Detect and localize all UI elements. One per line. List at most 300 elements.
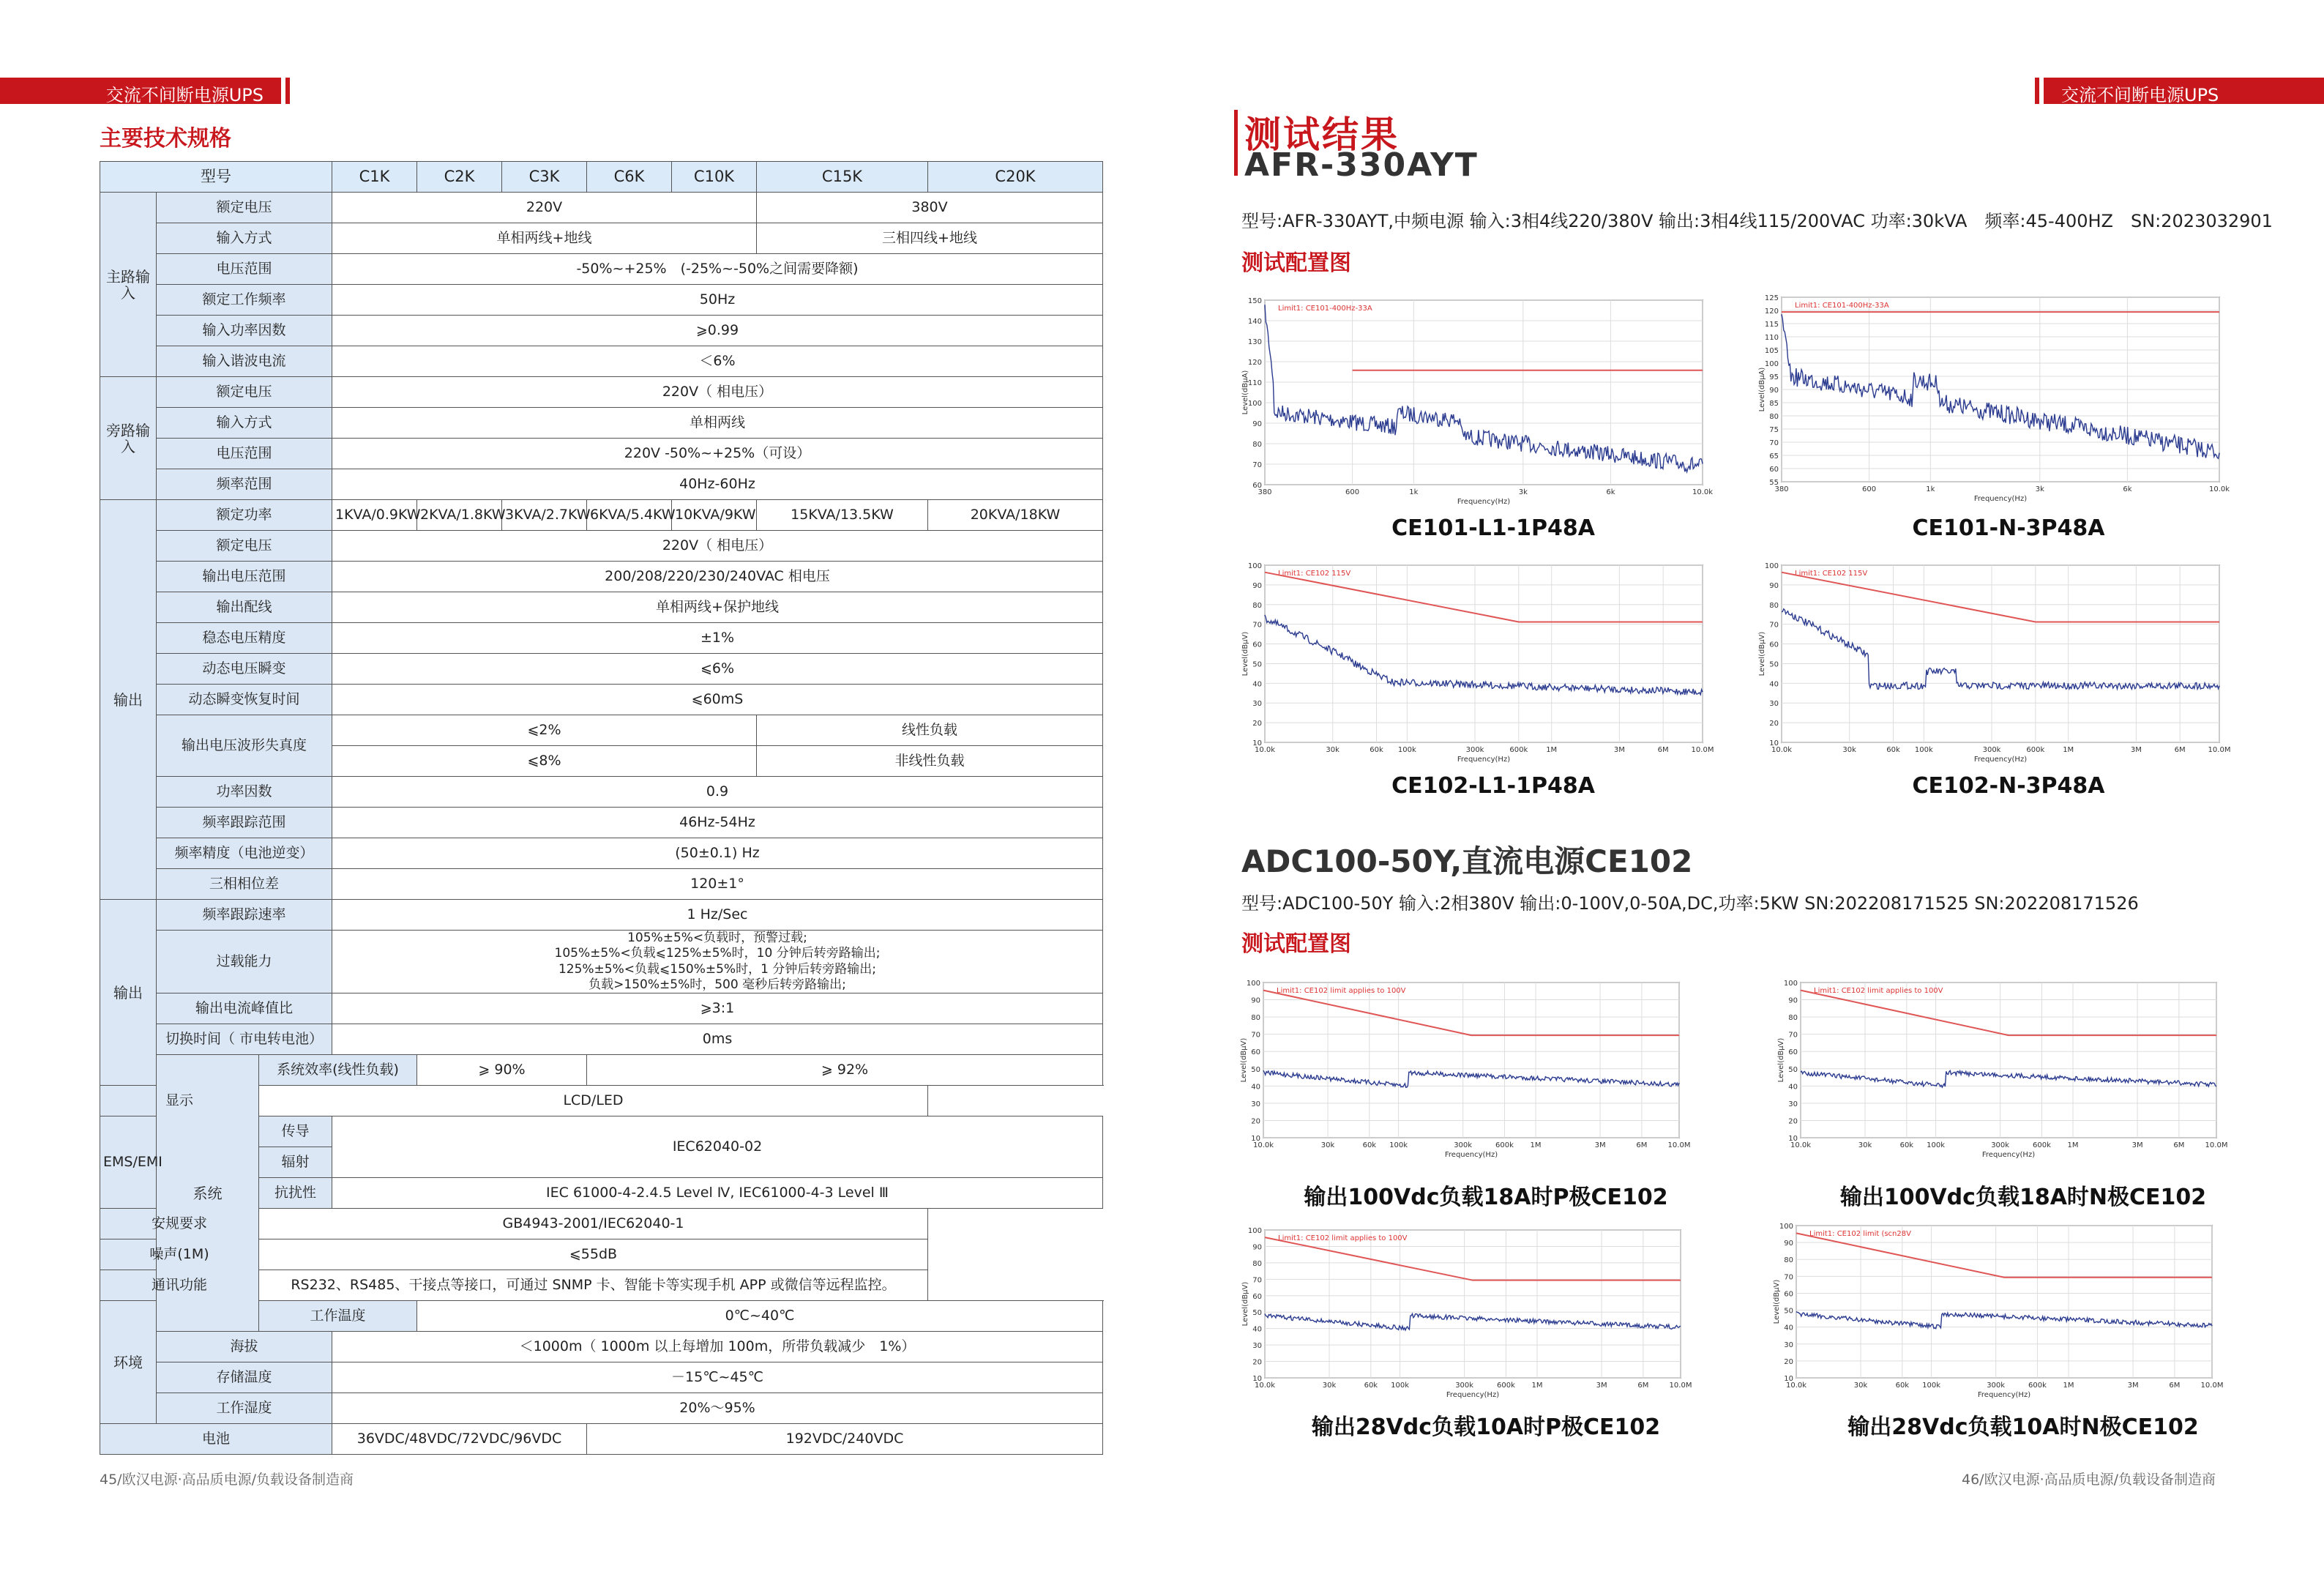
cell-value: 36VDC/48VDC/72VDC/96VDC — [332, 1424, 587, 1455]
x-tick-label: 3M — [2127, 1382, 2139, 1390]
config-subtitle-2: 测试配置图 — [1241, 931, 1351, 957]
cell-value: 20KVA/18KW — [928, 500, 1103, 531]
results-model: AFR-330AYT — [1244, 146, 1479, 184]
x-tick-label: 6M — [1636, 1141, 1648, 1149]
x-tick-label: 300k — [1982, 746, 2001, 754]
table-row — [100, 193, 1103, 223]
table-row — [100, 1393, 1103, 1424]
y-tick-label: 70 — [1251, 1031, 1260, 1040]
table-row — [100, 377, 1103, 408]
left-footer: 45/欧汉电源·高品质电源/负载设备制造商 — [100, 1472, 354, 1488]
row-label: 频率精度（电池逆变） — [157, 838, 332, 869]
x-tick-label: 60k — [1370, 746, 1383, 754]
x-tick-label: 600 — [1345, 488, 1360, 496]
plot-frame — [1263, 983, 1679, 1138]
y-tick-label: 30 — [1252, 700, 1262, 709]
table-row — [100, 223, 1103, 254]
y-tick-label: 110 — [1247, 379, 1262, 387]
x-tick-label: 10.0k — [1254, 746, 1276, 754]
y-tick-label: 40 — [1252, 680, 1262, 689]
row-label: 安规要求 — [100, 1209, 259, 1239]
table-row — [100, 1270, 1103, 1301]
x-axis-label: Frequency(Hz) — [1981, 1151, 2036, 1159]
y-tick-label: 60 — [1252, 1292, 1262, 1301]
y-tick-label: 70 — [1769, 439, 1779, 447]
group-output-2: 输出 — [100, 900, 157, 1086]
y-tick-label: 70 — [1769, 621, 1779, 630]
row-label: 动态瞬变恢复时间 — [157, 685, 332, 715]
caption-28v-p: 输出28Vdc负载10A时P极CE102 — [1311, 1414, 1661, 1440]
right-header-tab — [2044, 78, 2324, 104]
plot-svg — [1771, 1220, 2224, 1400]
table-row — [100, 931, 1103, 993]
cell-value: 220V — [332, 193, 757, 223]
y-tick-label: 90 — [1252, 420, 1262, 428]
y-axis-label: Level(dBμV) — [1758, 631, 1766, 676]
y-tick-label: 40 — [1769, 680, 1779, 689]
x-tick-label: 10.0k — [1692, 488, 1714, 496]
y-tick-label: 60 — [1788, 1048, 1798, 1057]
cell-value: 单相两线+地线 — [332, 223, 757, 254]
x-tick-label: 6M — [1657, 746, 1669, 754]
table-row — [100, 1332, 1103, 1362]
group-main-input: 主路输入 — [100, 193, 157, 377]
model-c3k: C3K — [502, 162, 587, 193]
y-tick-label: 50 — [1788, 1065, 1798, 1074]
row-label: 频率跟踪范围 — [157, 808, 332, 838]
x-tick-label: 380 — [1258, 488, 1272, 496]
y-tick-label: 105 — [1764, 347, 1779, 355]
y-tick-label: 60 — [1769, 466, 1779, 474]
x-tick-label: 6M — [1637, 1382, 1649, 1390]
model-info-2: 型号:ADC100-50Y 输入:2相380V 输出:0-100V,0-50A,DC,功率:5KW SN:202208171525 SN:202208171526 — [1241, 893, 2139, 914]
limit-label: Limit1: CE102 limit (scn28V — [1809, 1230, 1911, 1238]
cell-value: 0℃~40℃ — [417, 1301, 1103, 1332]
table-row — [100, 685, 1103, 715]
table-row — [100, 1362, 1103, 1393]
x-tick-label: 10.0k — [1790, 1141, 1812, 1149]
model-label: 型号 — [100, 162, 332, 193]
y-tick-label: 80 — [1788, 1014, 1798, 1023]
y-tick-label: 95 — [1769, 373, 1779, 381]
y-tick-label: 60 — [1769, 641, 1779, 649]
plot-svg — [1240, 559, 1714, 764]
cell-value: IEC62040-02 — [332, 1116, 1103, 1178]
y-tick-label: 50 — [1769, 660, 1779, 669]
y-tick-label: 80 — [1769, 601, 1779, 610]
row-label: EMS/EMI — [100, 1116, 157, 1209]
y-tick-label: 30 — [1784, 1341, 1793, 1349]
table-row — [100, 408, 1103, 439]
x-tick-label: 1k — [1409, 488, 1419, 496]
limit-label: Limit1: CE102 115V — [1278, 570, 1351, 578]
y-axis-label: Level(dBμA) — [1758, 367, 1766, 412]
cell-value: 10KVA/9KW — [672, 500, 757, 531]
y-tick-label: 50 — [1252, 660, 1262, 669]
group-bypass-input: 旁路输入 — [100, 377, 157, 500]
x-tick-label: 3M — [2131, 1141, 2143, 1149]
caption-ce102-l1: CE102-L1-1P48A — [1391, 773, 1595, 799]
y-tick-label: 10 — [1784, 1375, 1793, 1383]
cell-value: RS232、RS485、干接点等接口，可通过 SNMP 卡、智能卡等实现手机 APP 或微信等远程监控。 — [259, 1270, 928, 1301]
x-tick-label: 300k — [1465, 746, 1484, 754]
model-info-1: 型号:AFR-330AYT,中频电源 输入:3相4线220/380V 输出:3相4线115/200VAC 功率:30kVA 频率:45-400HZ SN:2023032901 — [1241, 211, 2273, 231]
y-axis-label: Level(dBμV) — [1773, 1279, 1781, 1324]
cell-value: 220V -50%~+25%（可设） — [332, 439, 1103, 469]
row-label: 存储温度 — [157, 1362, 332, 1393]
row-sublabel: 辐射 — [259, 1147, 332, 1178]
row-sublabel: 抗扰性 — [259, 1178, 332, 1209]
y-tick-label: 40 — [1784, 1324, 1793, 1332]
x-tick-label: 30k — [1326, 746, 1340, 754]
table-row — [100, 869, 1103, 900]
model-c1k: C1K — [332, 162, 417, 193]
config-subtitle-1: 测试配置图 — [1241, 250, 1351, 276]
y-tick-label: 90 — [1769, 387, 1779, 395]
row-label: 三相相位差 — [157, 869, 332, 900]
y-tick-label: 115 — [1764, 321, 1779, 329]
x-tick-label: 30k — [1858, 1141, 1872, 1149]
row-label: 功率因数 — [157, 777, 332, 808]
x-tick-label: 100k — [1914, 746, 1933, 754]
y-tick-label: 60 — [1252, 641, 1262, 649]
caption-100v-n: 输出100Vdc负载18A时N极CE102 — [1839, 1185, 2207, 1210]
x-tick-label: 600k — [2028, 1382, 2047, 1390]
y-axis-label: Level(dBμV) — [1777, 1037, 1785, 1083]
y-tick-label: 100 — [1783, 980, 1798, 988]
x-axis-label: Frequency(Hz) — [1457, 756, 1511, 764]
y-tick-label: 70 — [1784, 1273, 1793, 1282]
cell-value: ⩽6% — [332, 654, 1103, 685]
y-tick-label: 10 — [1251, 1135, 1260, 1143]
x-tick-label: 30k — [1320, 1141, 1335, 1149]
x-tick-label: 30k — [1853, 1382, 1868, 1390]
x-tick-label: 6k — [2123, 485, 2132, 493]
y-tick-label: 150 — [1247, 297, 1262, 305]
y-tick-label: 130 — [1247, 338, 1262, 346]
table-row — [100, 439, 1103, 469]
table-row — [100, 346, 1103, 377]
x-tick-label: 10.0k — [2208, 485, 2230, 493]
cell-value: 192VDC/240VDC — [587, 1424, 1103, 1455]
row-label: 额定电压 — [157, 531, 332, 562]
model-c2k: C2K — [417, 162, 502, 193]
y-tick-label: 60 — [1784, 1290, 1793, 1299]
y-tick-label: 80 — [1252, 601, 1262, 610]
cell-value: (50±0.1) Hz — [332, 838, 1103, 869]
y-tick-label: 80 — [1252, 1259, 1262, 1268]
cell-value: 0ms — [332, 1024, 1103, 1055]
row-label: 噪声(1M) — [100, 1239, 259, 1270]
table-row — [100, 900, 1103, 931]
y-tick-label: 30 — [1251, 1100, 1260, 1108]
y-tick-label: 100 — [1764, 562, 1779, 570]
row-label: 输出电流峰值比 — [157, 993, 332, 1024]
row-label: 输入谐波电流 — [157, 346, 332, 377]
table-row — [100, 1209, 1103, 1239]
limit-label: Limit1: CE102 limit applies to 100V — [1278, 1234, 1408, 1242]
row-label: 输出电压范围 — [157, 562, 332, 592]
row-label: 电池 — [100, 1424, 332, 1455]
cell-value: 0.9 — [332, 777, 1103, 808]
table-row — [100, 715, 1103, 746]
limit-label: Limit1: CE101-400Hz-33A — [1795, 302, 1889, 310]
table-row — [100, 838, 1103, 869]
y-axis-label: Level(dBμA) — [1241, 370, 1249, 415]
row-label: 系统效率(线性负载) — [259, 1055, 417, 1086]
x-tick-label: 3M — [1594, 1141, 1606, 1149]
x-tick-label: 1M — [2067, 1141, 2079, 1149]
x-axis-label: Frequency(Hz) — [1446, 1391, 1500, 1399]
cell-value: 3KVA/2.7KW — [502, 500, 587, 531]
row-label: 输入功率因数 — [157, 316, 332, 346]
cell-value: 1KVA/0.9KW — [332, 500, 417, 531]
x-tick-label: 1M — [2063, 1382, 2074, 1390]
y-tick-label: 100 — [1247, 400, 1262, 408]
y-axis-label: Level(dBμV) — [1240, 1037, 1248, 1083]
cell-value: ⩽60mS — [332, 685, 1103, 715]
table-row — [100, 654, 1103, 685]
y-tick-label: 55 — [1769, 479, 1779, 487]
cell-value: ＜1000m（ 1000m 以上每增加 100m，所带负载减少 1%） — [332, 1332, 1103, 1362]
plot-svg — [1238, 977, 1691, 1160]
y-tick-label: 120 — [1764, 307, 1779, 316]
x-tick-label: 600k — [1496, 1382, 1515, 1390]
row-label: 频率跟踪速率 — [157, 900, 332, 931]
y-tick-label: 40 — [1252, 1325, 1262, 1334]
x-tick-label: 300k — [1987, 1382, 2006, 1390]
cell-value: 380V — [757, 193, 1103, 223]
caption-ce101-n: CE101-N-3P48A — [1912, 515, 2105, 541]
x-tick-label: 10.0k — [1785, 1382, 1807, 1390]
cell-value: ±1% — [332, 623, 1103, 654]
y-tick-label: 10 — [1769, 739, 1779, 748]
x-tick-label: 300k — [1454, 1141, 1473, 1149]
y-tick-label: 10 — [1788, 1135, 1798, 1143]
limit-label: Limit1: CE102 limit applies to 100V — [1814, 987, 1943, 995]
cell-value: 非线性负载 — [757, 746, 1103, 777]
plot-frame — [1801, 983, 2216, 1138]
y-tick-label: 20 — [1784, 1357, 1793, 1366]
x-tick-label: 10.0M — [2200, 1382, 2224, 1390]
y-tick-label: 100 — [1246, 980, 1260, 988]
cell-value: 200/208/220/230/240VAC 相电压 — [332, 562, 1103, 592]
x-tick-label: 6M — [2169, 1382, 2181, 1390]
table-row — [100, 1086, 1103, 1116]
plot-svg — [1757, 291, 2230, 504]
x-axis-label: Frequency(Hz) — [1977, 1391, 2031, 1399]
table-row — [100, 285, 1103, 316]
table-row — [100, 500, 1103, 531]
x-tick-label: 10.0M — [2208, 746, 2231, 754]
y-tick-label: 40 — [1788, 1083, 1798, 1092]
x-tick-label: 10.0M — [1669, 1382, 1692, 1390]
y-tick-label: 110 — [1764, 334, 1779, 342]
table-row — [100, 777, 1103, 808]
x-tick-label: 60k — [1886, 746, 1900, 754]
x-tick-label: 380 — [1774, 485, 1789, 493]
plot-frame — [1796, 1226, 2212, 1378]
x-tick-label: 600k — [2026, 746, 2045, 754]
x-axis-label: Frequency(Hz) — [1457, 498, 1511, 506]
caption-28v-n: 输出28Vdc负载10A时N极CE102 — [1847, 1414, 2199, 1440]
y-tick-label: 90 — [1252, 1243, 1262, 1252]
cell-value: 线性负载 — [757, 715, 1103, 746]
x-tick-label: 1k — [1926, 485, 1935, 493]
x-tick-label: 100k — [1397, 746, 1416, 754]
y-tick-label: 10 — [1252, 739, 1262, 748]
x-tick-label: 100k — [1922, 1382, 1941, 1390]
cell-value: 15KVA/13.5KW — [757, 500, 928, 531]
y-tick-label: 50 — [1251, 1065, 1260, 1074]
y-tick-label: 90 — [1252, 581, 1262, 590]
table-row — [100, 993, 1103, 1024]
x-tick-label: 10.0M — [2205, 1141, 2228, 1149]
x-tick-label: 600k — [2032, 1141, 2051, 1149]
x-tick-label: 3M — [2130, 746, 2142, 754]
x-tick-label: 6M — [2173, 1141, 2185, 1149]
x-tick-label: 600k — [1509, 746, 1528, 754]
table-row — [100, 316, 1103, 346]
y-tick-label: 50 — [1784, 1307, 1793, 1316]
y-tick-label: 60 — [1252, 482, 1262, 490]
row-label: 工作湿度 — [157, 1393, 332, 1424]
row-label: 过载能力 — [157, 931, 332, 993]
row-label: 动态电压瞬变 — [157, 654, 332, 685]
x-tick-label: 30k — [1322, 1382, 1337, 1390]
left-header-tab — [0, 78, 281, 104]
x-tick-label: 3k — [1518, 488, 1528, 496]
left-header-text: 交流不间断电源UPS — [105, 85, 264, 105]
y-tick-label: 10 — [1252, 1375, 1262, 1383]
x-tick-label: 30k — [1842, 746, 1856, 754]
y-tick-label: 20 — [1251, 1117, 1260, 1126]
overload-cell — [332, 931, 1103, 993]
table-row — [100, 1424, 1103, 1455]
cell-value: ⩾3:1 — [332, 993, 1103, 1024]
x-tick-label: 600k — [1495, 1141, 1514, 1149]
table-head-row — [100, 162, 1103, 193]
cell-value: IEC 61000-4-2.4.5 Level Ⅳ, IEC61000-4-3 Level Ⅲ — [332, 1178, 1103, 1209]
table-row — [100, 1024, 1103, 1055]
title-accent-bar — [1234, 110, 1238, 176]
table-row — [100, 469, 1103, 500]
plot-svg — [1757, 559, 2231, 764]
y-tick-label: 100 — [1764, 360, 1779, 368]
limit-label: Limit1: CE102 limit applies to 100V — [1277, 987, 1406, 995]
y-tick-label: 80 — [1769, 413, 1779, 421]
table-row — [100, 1239, 1103, 1270]
y-axis-label: Level(dBμV) — [1241, 1281, 1249, 1327]
results-title: 测试结果 — [1244, 113, 1400, 156]
row-label: 显示 — [100, 1086, 259, 1116]
row-label: 通讯功能 — [100, 1270, 259, 1301]
y-tick-label: 80 — [1251, 1014, 1260, 1023]
y-tick-label: 30 — [1788, 1100, 1798, 1108]
row-label: 额定功率 — [157, 500, 332, 531]
row-label: 输出配线 — [157, 592, 332, 623]
y-tick-label: 80 — [1252, 441, 1262, 449]
plot-frame — [1265, 565, 1703, 742]
table-row — [100, 531, 1103, 562]
table-row — [100, 623, 1103, 654]
x-tick-label: 1M — [2063, 746, 2074, 754]
y-tick-label: 50 — [1252, 1309, 1262, 1318]
row-label: 电压范围 — [157, 439, 332, 469]
limit-label: Limit1: CE101-400Hz-33A — [1278, 305, 1372, 313]
y-tick-label: 70 — [1252, 461, 1262, 469]
x-tick-label: 100k — [1389, 1141, 1408, 1149]
y-tick-label: 100 — [1247, 1227, 1262, 1235]
table-row — [100, 562, 1103, 592]
x-tick-label: 10.0M — [1691, 746, 1714, 754]
cell-value: ⩽8% — [332, 746, 757, 777]
model-c20k: C20K — [928, 162, 1103, 193]
row-label: 频率范围 — [157, 469, 332, 500]
row-label: 稳态电压精度 — [157, 623, 332, 654]
row-label: 切换时间（ 市电转电池） — [157, 1024, 332, 1055]
right-footer: 46/欧汉电源·高品质电源/负载设备制造商 — [1962, 1472, 2216, 1488]
x-tick-label: 3M — [1596, 1382, 1607, 1390]
group-environment: 环境 — [100, 1301, 157, 1424]
x-axis-label: Frequency(Hz) — [1444, 1151, 1498, 1159]
cell-value: LCD/LED — [259, 1086, 928, 1116]
y-tick-label: 90 — [1784, 1239, 1793, 1248]
x-tick-label: 1M — [1531, 1382, 1543, 1390]
x-tick-label: 3k — [2035, 485, 2044, 493]
table-row — [100, 1055, 1103, 1086]
y-tick-label: 60 — [1251, 1048, 1260, 1057]
cell-value: 6KVA/5.4KW — [587, 500, 672, 531]
cell-value: 40Hz-60Hz — [332, 469, 1103, 500]
cell-value: 120±1° — [332, 869, 1103, 900]
cell-value: 三相四线+地线 — [757, 223, 1103, 254]
cell-value: 50Hz — [332, 285, 1103, 316]
y-tick-label: 90 — [1251, 996, 1260, 1005]
plot-svg — [1776, 977, 2228, 1160]
model-c6k: C6K — [587, 162, 672, 193]
cell-value: 单相两线 — [332, 408, 1103, 439]
x-tick-label: 300k — [1455, 1382, 1474, 1390]
y-tick-label: 20 — [1769, 720, 1779, 728]
y-tick-label: 120 — [1247, 359, 1262, 367]
caption-ce101-l1: CE101-L1-1P48A — [1391, 515, 1595, 541]
y-tick-label: 65 — [1769, 452, 1779, 461]
cell-value: 46Hz-54Hz — [332, 808, 1103, 838]
dc-supply-heading: ADC100-50Y,直流电源CE102 — [1241, 843, 1693, 879]
x-tick-label: 10.0k — [1252, 1141, 1274, 1149]
cell-value: ⩽2% — [332, 715, 757, 746]
row-label: 额定电压 — [157, 377, 332, 408]
overload-line: 105%±5%<负载时，预警过载; — [627, 931, 807, 945]
spec-table — [100, 161, 1103, 1455]
x-tick-label: 10.0k — [1254, 1382, 1276, 1390]
y-tick-label: 20 — [1252, 720, 1262, 728]
plot-frame — [1265, 1230, 1681, 1378]
group-system: 系统 — [157, 1055, 259, 1332]
overload-line: 125%±5%<负载⩽150%±5%时，1 分钟后转旁路输出; — [558, 961, 877, 977]
y-tick-label: 100 — [1247, 562, 1262, 570]
overload-line: 负载>150%±5%时，500 毫秒后转旁路输出; — [589, 977, 846, 992]
plot-svg — [1240, 1224, 1692, 1400]
cell-value: 220V（ 相电压） — [332, 377, 1103, 408]
table-row — [100, 592, 1103, 623]
caption-ce102-n: CE102-N-3P48A — [1912, 773, 2105, 799]
x-tick-label: 60k — [1362, 1141, 1377, 1149]
plot-frame — [1782, 565, 2219, 742]
limit-label: Limit1: CE102 115V — [1795, 570, 1868, 578]
cell-value: ⩾ 90% — [417, 1055, 587, 1086]
